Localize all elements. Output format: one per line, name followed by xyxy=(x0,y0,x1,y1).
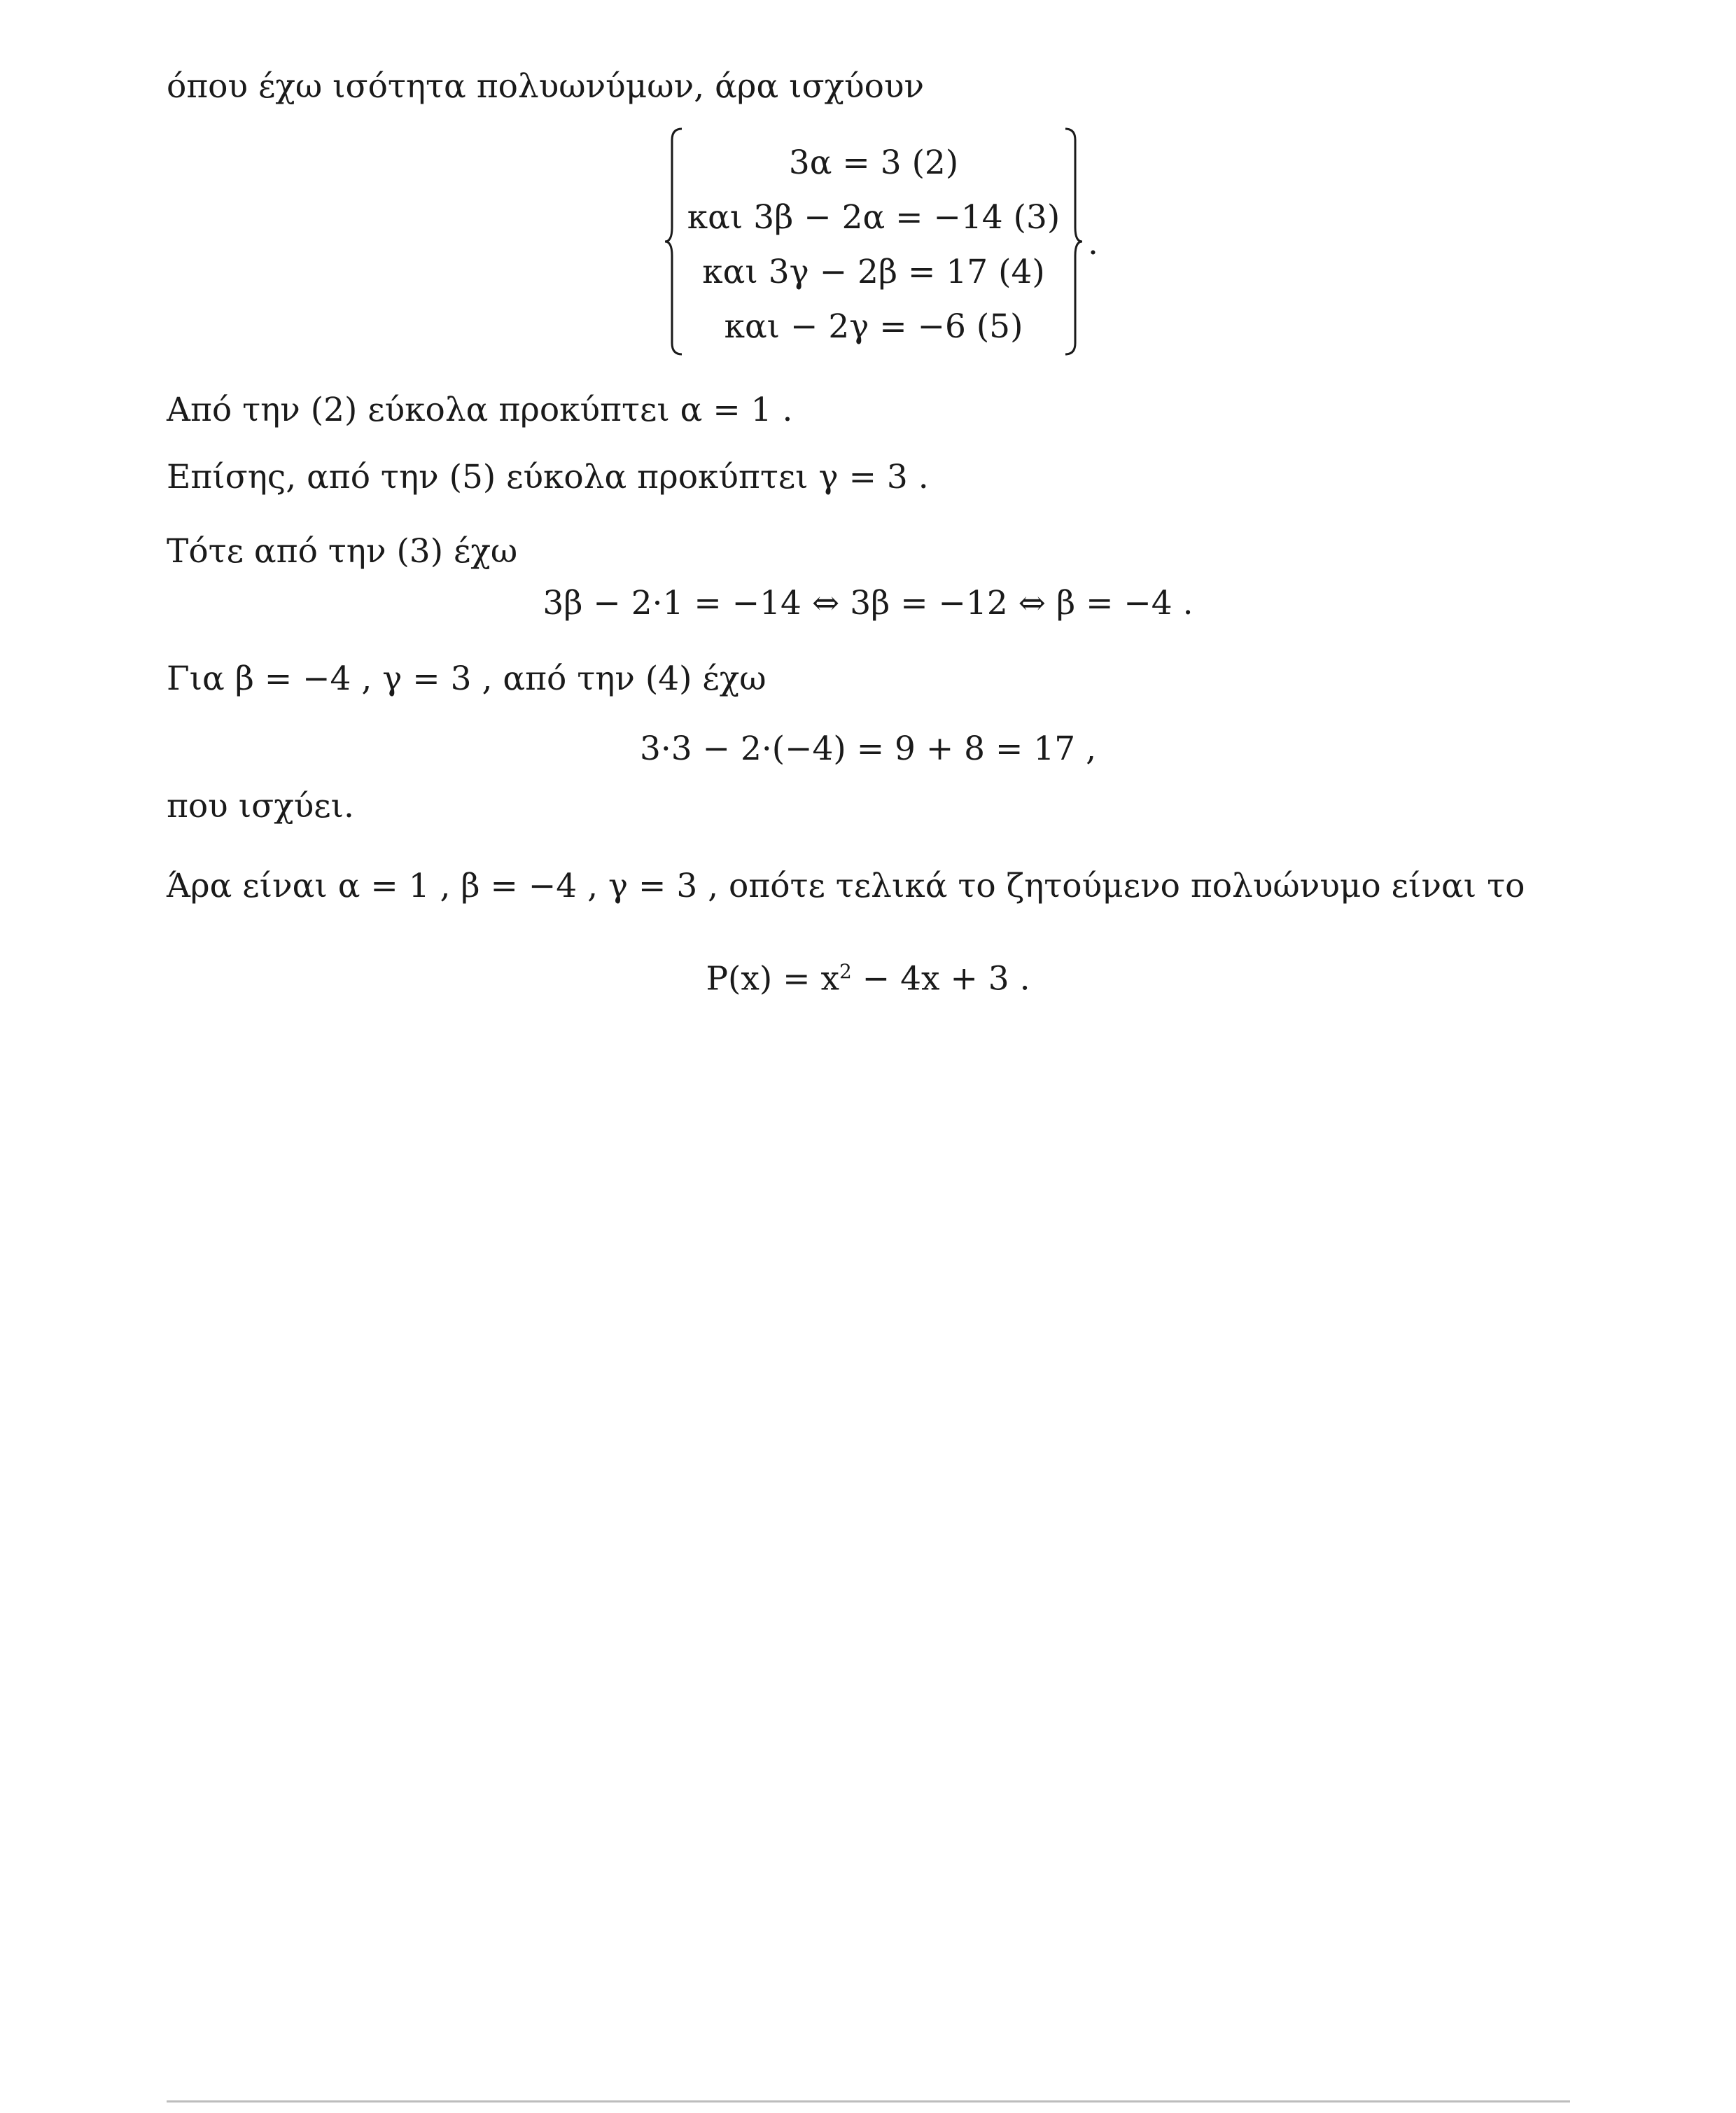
system-row-5: και − 2γ = −6 (5) xyxy=(724,307,1023,346)
text-line-2: Από την (2) εύκολα προκύπτει α = 1 . xyxy=(167,391,793,429)
display-equation-1: 3β − 2·1 = −14 ⇔ 3β = −12 ⇔ β = −4 . xyxy=(542,584,1194,622)
text-line-4: Τότε από την (3) έχω xyxy=(167,532,518,571)
display-equation-2: 3·3 − 2·(−4) = 9 + 8 = 17 , xyxy=(639,730,1097,768)
text-line-5: Για β = −4 , γ = 3 , από την (4) έχω xyxy=(167,660,766,698)
system-rows xyxy=(685,136,1063,354)
left-brace xyxy=(664,126,685,357)
final-lhs: P(x) = x xyxy=(706,959,840,998)
final-rhs: − 4x + 3 . xyxy=(851,959,1030,998)
equation-system xyxy=(664,126,1084,357)
system-row-4: και 3γ − 2β = 17 (4) xyxy=(702,253,1045,291)
text-line-6: που ισχύει. xyxy=(167,787,354,825)
text-line-7: Άρα είναι α = 1 , β = −4 , γ = 3 , οπότε τελικά το ζητούμενο πολυώνυμο είναι το xyxy=(167,867,1525,905)
text-line-3: Επίσης, από την (5) εύκολα προκύπτει γ = 3 . xyxy=(167,458,929,496)
final-exponent: 2 xyxy=(839,960,852,983)
text-line-1: όπου έχω ισότητα πολυωνύμων, άρα ισχύουν xyxy=(167,67,925,106)
right-brace xyxy=(1063,126,1084,357)
footer-rule xyxy=(167,2100,1570,2102)
system-row-2: 3α = 3 (2) xyxy=(788,144,959,182)
final-polynomial xyxy=(0,951,1736,1000)
system-row-3: και 3β − 2α = −14 (3) xyxy=(687,198,1060,237)
system-terminator: . xyxy=(1088,224,1098,263)
